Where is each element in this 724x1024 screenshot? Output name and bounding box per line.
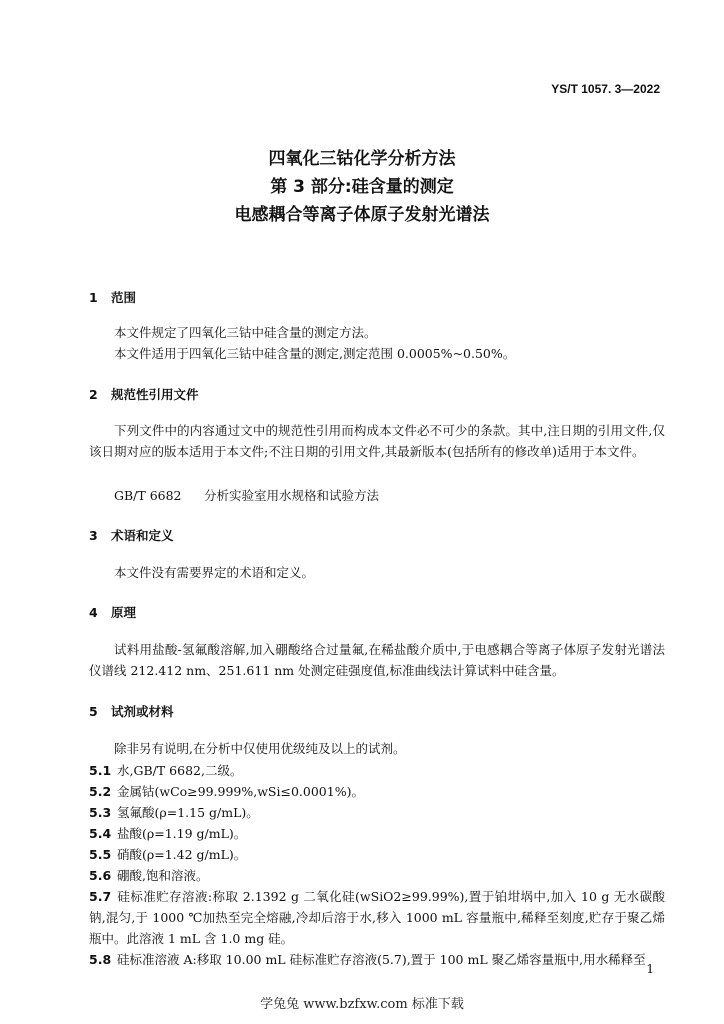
normative-reference	[114, 486, 379, 504]
footer-watermark-text: 学兔兔 www.bzfxw.com 标准下载	[260, 997, 464, 1012]
item-text: 金属钴(wCo≥99.999%,wSi≤0.0001%)。	[117, 784, 364, 799]
section-2-paragraph-1: 下列文件中的内容通过文中的规范性引用而构成本文件必不可少的条款。其中,注日期的引用文件,仅该日期对应的版本适用于本文件;不注日期的引用文件,其最新版本(包括所有的修改单)适用于本文件。	[89, 423, 665, 459]
section-number: 1	[89, 290, 98, 305]
section-5-intro: 除非另有说明,在分析中仅使用优级纯及以上的试剂。	[114, 741, 406, 756]
item-number: 5.6	[89, 868, 112, 883]
section-1-paragraph-1: 本文件规定了四氧化三钴中硅含量的测定方法。	[114, 325, 377, 340]
section-number: 3	[89, 528, 98, 543]
item-text: 硅标准溶液 A:移取 10.00 mL 硅标准贮存溶液(5.7),置于 100 mL 聚乙烯容量瓶中,用水稀释至	[117, 952, 646, 967]
list-item	[89, 844, 665, 865]
title-line-3: 电感耦合等离子体原子发射光谱法	[234, 205, 490, 225]
list-item	[89, 949, 665, 970]
section-title: 术语和定义	[111, 528, 174, 543]
item-text: 水,GB/T 6682,二级。	[117, 763, 243, 778]
item-number: 5.5	[89, 847, 112, 862]
item-number: 5.8	[89, 952, 112, 967]
item-number: 5.3	[89, 805, 112, 820]
section-number: 4	[89, 605, 98, 620]
list-item	[89, 823, 665, 844]
section-number: 2	[89, 387, 98, 402]
reference-title: 分析实验室用水规格和试验方法	[204, 488, 380, 503]
item-text: 硼酸,饱和溶液。	[117, 868, 209, 883]
list-item	[89, 802, 665, 823]
section-1-heading	[89, 288, 136, 306]
standard-code: YS/T 1057. 3—2022	[551, 82, 660, 96]
item-text: 氢氟酸(ρ=1.15 g/mL)。	[117, 805, 259, 820]
list-item	[89, 781, 665, 802]
section-5-heading	[89, 702, 174, 720]
item-number: 5.2	[89, 784, 112, 799]
section-title: 规范性引用文件	[111, 387, 199, 402]
item-text: 盐酸(ρ=1.19 g/mL)。	[117, 826, 247, 841]
item-text: 硝酸(ρ=1.42 g/mL)。	[117, 847, 247, 862]
section-1-paragraph-2: 本文件适用于四氧化三钴中硅含量的测定,测定范围 0.0005%~0.50%。	[114, 346, 516, 361]
section-3-paragraph-1: 本文件没有需要界定的术语和定义。	[114, 565, 315, 580]
section-2-heading	[89, 385, 199, 403]
section-4-heading	[89, 603, 136, 621]
item-number: 5.4	[89, 826, 112, 841]
item-text: 硅标准贮存溶液:称取 2.1392 g 二氧化硅(wSiO2≥99.99%),置于铂坩埚中,加入 10 g 无水碳酸钠,混匀,于 1000 ℃加热至完全熔融,冷却后溶于水,移入 1000 mL 容量瓶中,稀释至刻度,贮存于聚乙烯瓶中。此溶液 1 mL 含 1.0 mg 硅。	[89, 889, 665, 946]
reference-code: GB/T 6682	[114, 488, 182, 503]
section-number: 5	[89, 704, 98, 719]
page-number: 1	[646, 962, 654, 976]
item-number: 5.1	[89, 763, 112, 778]
title-line-2: 第 3 部分:硅含量的测定	[270, 177, 454, 197]
section-3-heading	[89, 526, 174, 544]
item-number: 5.7	[89, 889, 112, 904]
section-title: 范围	[111, 290, 137, 305]
list-item	[89, 760, 665, 781]
list-item	[89, 865, 665, 886]
list-item	[89, 886, 665, 949]
section-title: 原理	[111, 605, 137, 620]
section-title: 试剂或材料	[111, 704, 174, 719]
title-line-1: 四氧化三钴化学分析方法	[268, 149, 456, 169]
section-4-paragraph-1: 试料用盐酸-氢氟酸溶解,加入硼酸络合过量氟,在稀盐酸介质中,于电感耦合等离子体原子发射光谱法仪谱线 212.412 nm、251.611 nm 处测定硅强度值,标准曲线法计算试料中硅含量。	[89, 642, 665, 678]
